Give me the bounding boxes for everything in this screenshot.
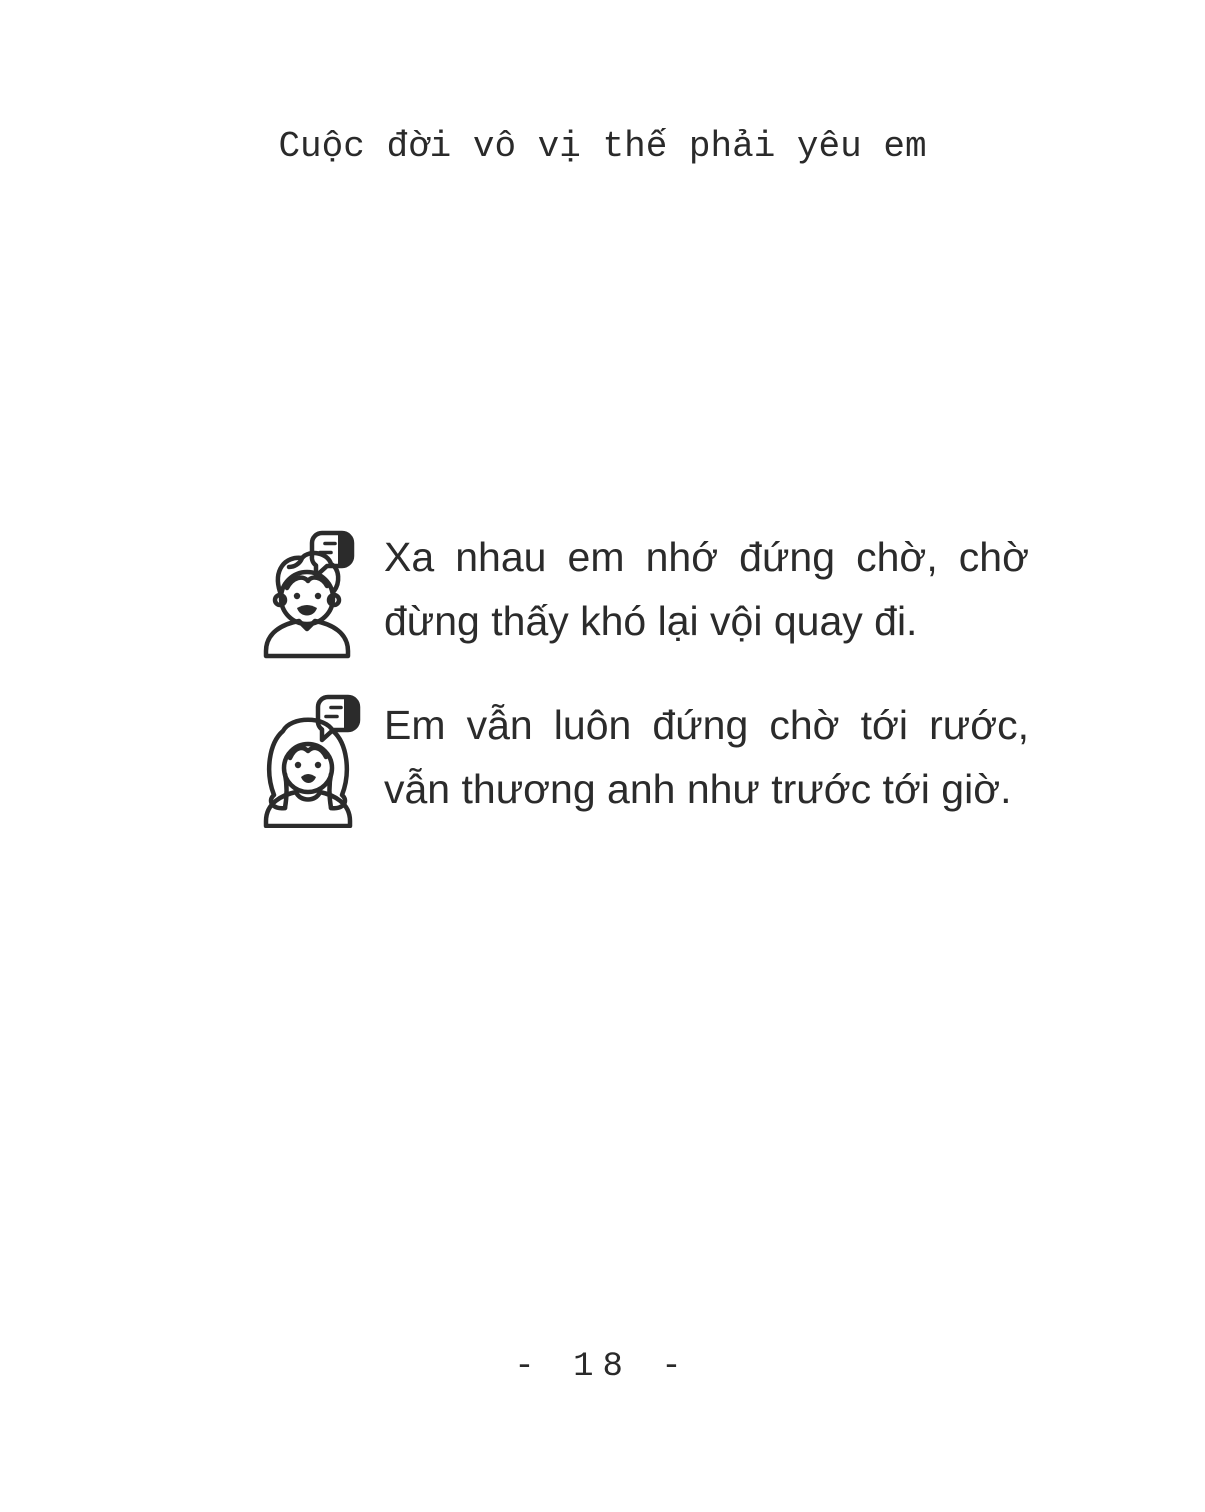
- dialogue-line: đừng thấy khó lại vội quay đi.: [384, 598, 918, 644]
- dialogue-area: [256, 522, 1031, 858]
- dialogue-text: [384, 693, 1029, 821]
- dialogue-line: Xa nhau em nhớ đứng chờ, chờ: [384, 534, 1029, 580]
- dialogue-line: Em vẫn luôn đứng chờ tới rước,: [384, 702, 1029, 748]
- woman-face-icon: [266, 720, 350, 826]
- page-header-title: Cuộc đời vô vị thế phải yêu em: [278, 126, 927, 167]
- dialogue-line: vẫn thương anh như trước tới giờ.: [384, 766, 1012, 812]
- man-speaker-icon: [256, 522, 384, 660]
- dialogue-text: [384, 525, 1029, 653]
- woman-speaker-icon: [256, 690, 384, 828]
- dialogue-row-man: [256, 522, 1031, 660]
- man-face-icon: [266, 553, 348, 656]
- page-number: - 18 -: [514, 1348, 691, 1386]
- dialogue-row-woman: [256, 690, 1031, 828]
